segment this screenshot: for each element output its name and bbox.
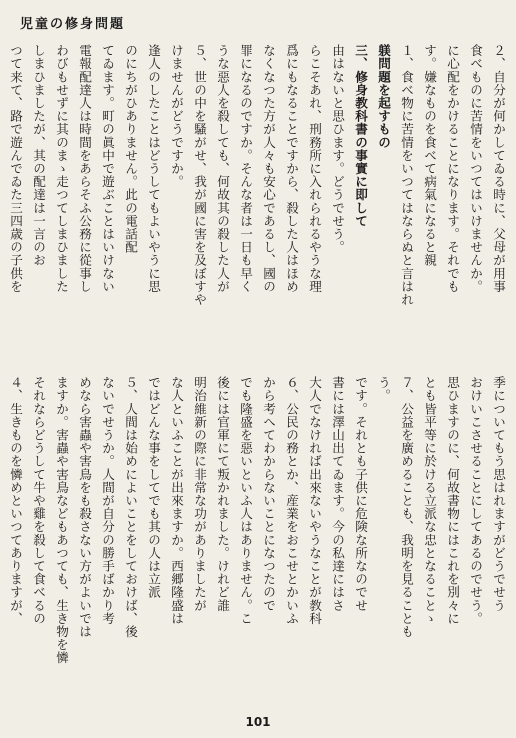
text-column: に心配をかけることになります。それでも xyxy=(445,44,460,293)
text-column: 季についてもう思はれますがどうでせう xyxy=(491,376,506,612)
text-column: 書には澤山出てゐます。今の私達にはさ xyxy=(330,376,345,612)
text-column: から考へてわからないことになつたので xyxy=(261,376,276,612)
text-column xyxy=(0,376,2,714)
text-column: らこそあれ、刑務所に入れられるやうな理 xyxy=(307,44,322,293)
text-column: のにちがひありません。此の電話配 xyxy=(123,44,138,254)
text-column: てゐます。町の眞中で遊ぶことはいけない xyxy=(100,44,115,293)
text-column: １、食べ物に苦情をいつてはならぬと言はれ xyxy=(399,44,414,306)
text-column: 電報配達人は時間をあらそふ公務に從事し xyxy=(77,44,92,293)
running-head-title: 児童の修身問題 xyxy=(20,17,126,32)
text-column: 罪になるのですか。そんな者は一日も早く xyxy=(238,44,253,293)
text-column: つて来て、路で遊んでゐた三四歳の子供を xyxy=(8,44,23,293)
text-column: とも皆平等に於ける立派な忠となることゝ xyxy=(422,376,437,625)
text-column: 食べものに苦情をいつてはいけませんか。 xyxy=(468,44,483,293)
text-column: う。 xyxy=(376,376,391,403)
text-column: ５、人間は始めによいことをしておけば、後 xyxy=(123,376,138,638)
text-column: ７、公益を廣めることも、我明を見ることも xyxy=(399,376,414,638)
text-column: おけいこさせることにしてあるのでせう。 xyxy=(468,376,483,625)
text-column: それならどうして牛や雞を殺して食べるの xyxy=(31,376,46,625)
text-column: ますか。害蟲や害鳥などもあつても、生き物を憐 xyxy=(54,376,69,665)
text-column: ６、公民の務とか、産業をおこせとかいふ xyxy=(284,376,299,625)
page-number: 101 xyxy=(245,715,271,729)
upper-text-block xyxy=(8,44,508,361)
text-column: 躾問題を起すもの xyxy=(376,44,391,149)
text-column xyxy=(0,44,2,361)
text-column: 逢人のしたことはどうしてもよいやうに思 xyxy=(146,44,161,293)
text-column: 三、修身教科書の事實に即して xyxy=(353,44,368,228)
text-column: めなら害蟲や害鳥をも殺さない方がよいでは xyxy=(77,376,92,638)
lower-text-block xyxy=(8,376,508,714)
text-column: な人といふことが出來ますか。西郷隆盛は xyxy=(169,376,184,625)
text-column: しまひましたが、其の配達は一言のお xyxy=(31,44,46,267)
text-column: ５、世の中を騷がせ、我が國に害を及ぼすや xyxy=(192,44,207,306)
text-column: なくなつた方が人々も安心であるし、國の xyxy=(261,44,276,293)
text-column: わびもせずに其のまゝ走つてしまひました xyxy=(54,44,69,293)
text-column: 大人でなければ出來ないやうなことが教科 xyxy=(307,376,322,625)
text-column: ４、生きものを憐めといつてありますが、 xyxy=(8,376,23,625)
text-column: けませんがどうですか。 xyxy=(169,44,184,189)
text-column: うな惡人を殺しても、何故其の殺した人が xyxy=(215,44,230,293)
text-column: です。それとも子供に危険な所なのでせ xyxy=(353,376,368,612)
text-column: ではどんな事をしてでも其の人は立派 xyxy=(146,376,161,599)
text-column: 由はないと思ひます。どうでせう。 xyxy=(330,44,345,254)
text-column: す。嫌なものを食べて病氣になると親 xyxy=(422,44,437,267)
text-column: 明治維新の際に非常な功がありましたが xyxy=(192,376,207,612)
text-column: 爲にもなることですから、殺した人はほめ xyxy=(284,44,299,293)
text-column: でも隆盛を惡いといふ人はありません。こ xyxy=(238,376,253,625)
text-column: 後には官軍にて叛かれました。けれど誰 xyxy=(215,376,230,612)
text-column: 思ひますのに、何故書物にはこれを別々に xyxy=(445,376,460,625)
text-column: ２、自分が何かしてゐる時に、父母が用事 xyxy=(491,44,506,293)
text-column: ないでせうか。人間が自分の勝手ばかり考 xyxy=(100,376,115,625)
